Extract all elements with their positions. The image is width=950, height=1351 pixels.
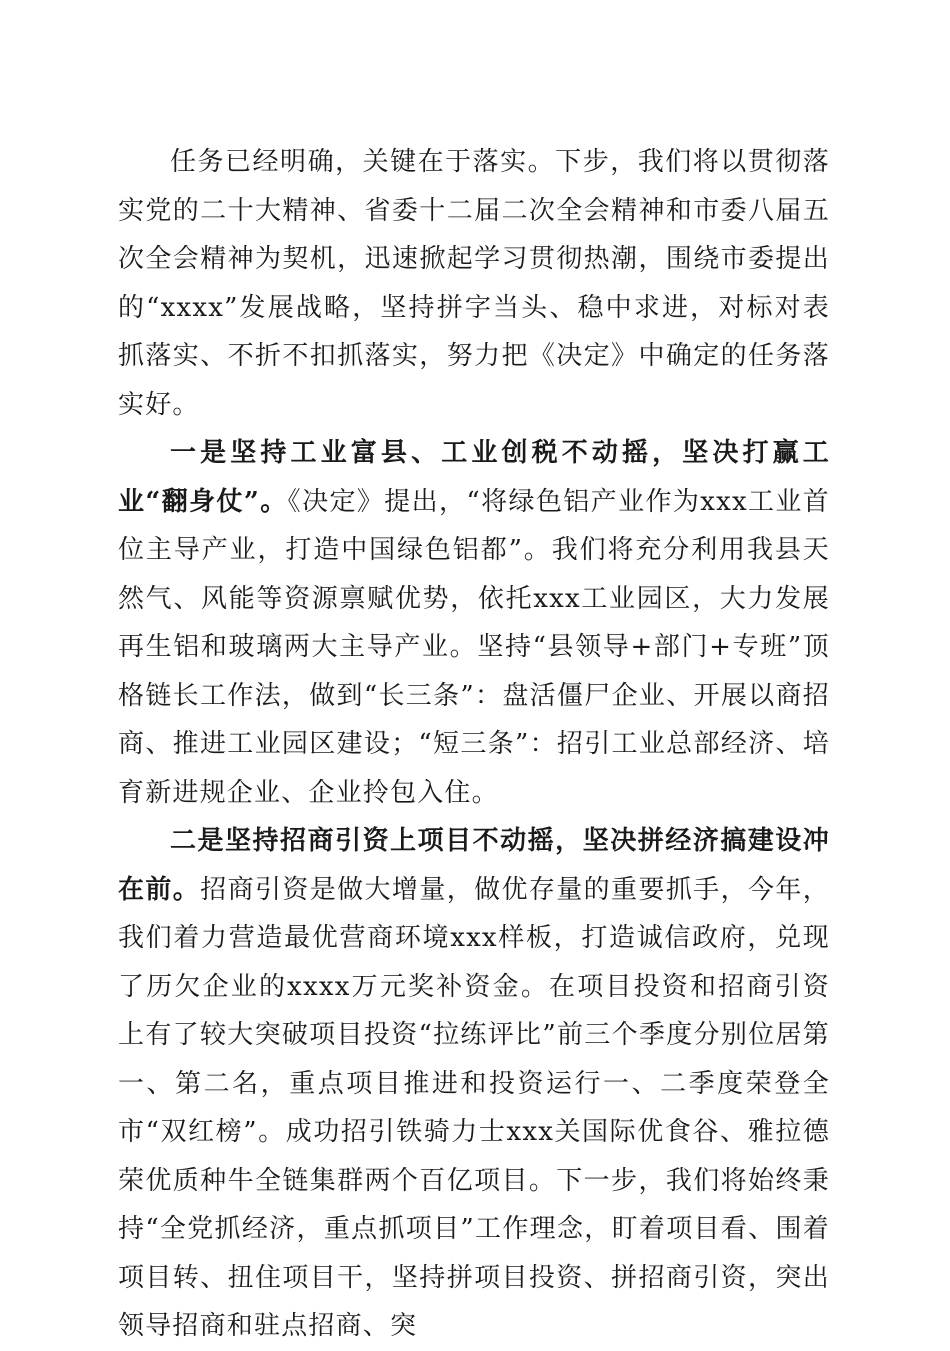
document-body: [118, 138, 830, 1351]
paragraph-3: [118, 817, 830, 1351]
paragraph-1-text: 任务已经明确，关键在于落实。下步，我们将以贯彻落实党的二十大精神、省委十二届二次全会精神和市委八届五次全会精神为契机，迅速掀起学习贯彻热潮，围绕市委提出的“xxxx”发展战略，坚持拼字当头、稳中求进，对标对表抓落实、不折不扣抓落实，努力把《决定》中确定的任务落实好。: [118, 147, 830, 420]
paragraph-2-text: 《决定》提出，“将绿色铝产业作为xxx工业首位主导产业，打造中国绿色铝都”。我们将充分利用我县天然气、风能等资源禀赋优势，依托xxx工业园区，大力发展再生铝和玻璃两大主导产业。坚持“县领导+部门+专班”顶格链长工作法，做到“长三条”：盘活僵尸企业、开展以商招商、推进工业园区建设；“短三条”：招引工业总部经济、培育新进规企业、企业拎包入住。: [118, 486, 831, 808]
paragraph-2-lead: 一是坚持工业富县、工业创税不动摇，坚决打赢工业“翻身仗”。: [118, 438, 830, 517]
paragraph-1: [118, 138, 830, 429]
paragraph-2: [118, 429, 830, 817]
paragraph-3-lead: 二是坚持招商引资上项目不动摇，坚决拼经济搞建设冲在前。: [118, 826, 830, 905]
paragraph-3-text: 招商引资是做大增量，做优存量的重要抓手，今年，我们着力营造最优营商环境xxx样板，打造诚信政府，兑现了历欠企业的xxxx万元奖补资金。在项目投资和招商引资上有了较大突破项目投资“拉练评比”前三个季度分别位居第一、第二名，重点项目推进和投资运行一、二季度荣登全市“双红榜”。成功招引铁骑力士xxx关国际优食谷、雅拉德荣优质种牛全链集群两个百亿项目。下一步，我们将始终秉持“全党抓经济，重点抓项目”工作理念，盯着项目看、围着项目转、扭住项目干，坚持拼项目投资、拼招商引资，突出领导招商和驻点招商、突: [118, 874, 830, 1341]
